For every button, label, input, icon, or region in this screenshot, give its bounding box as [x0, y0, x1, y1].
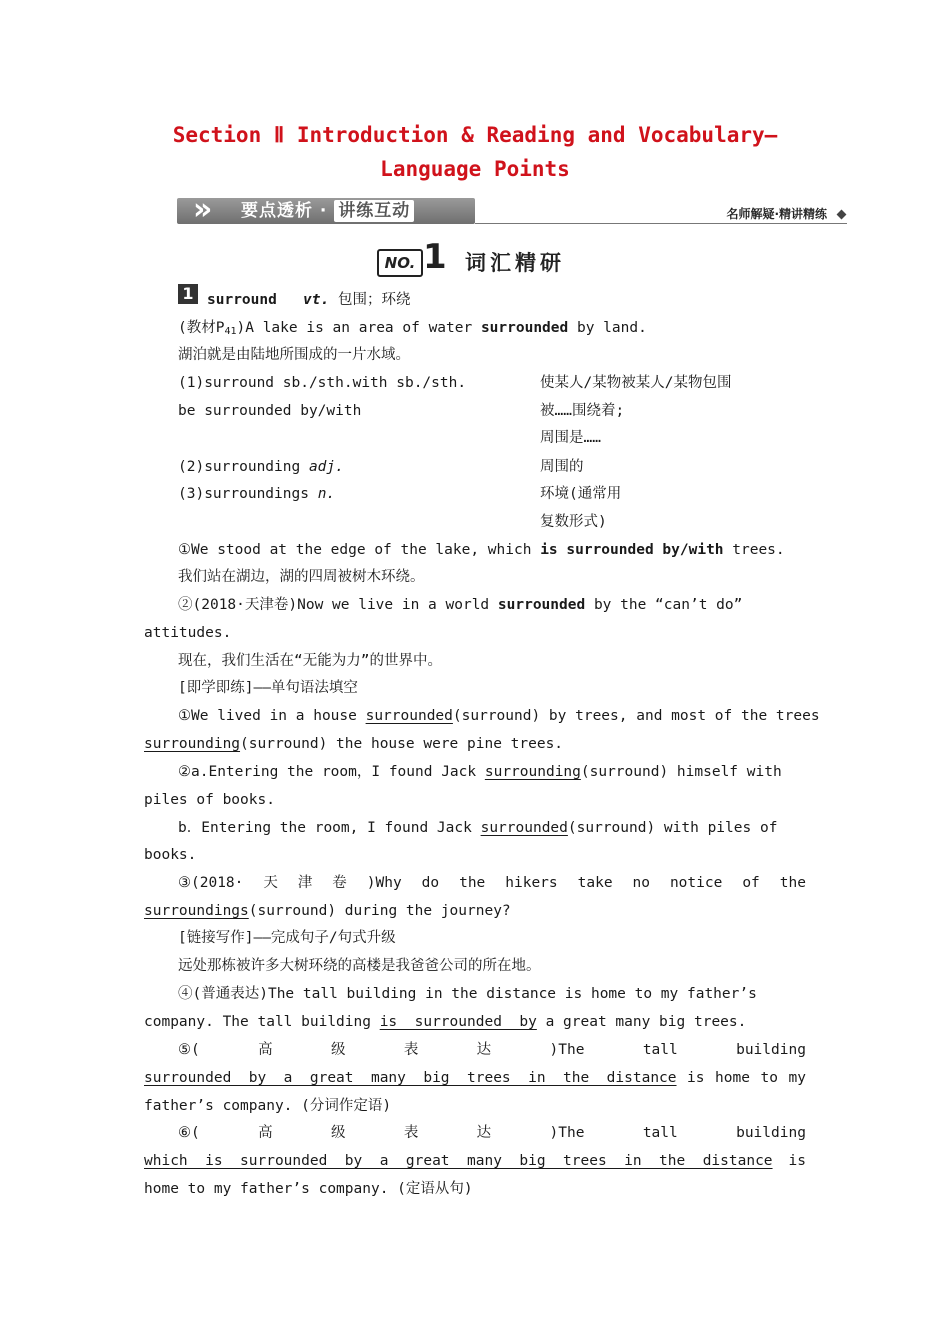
writing-5-word: home	[715, 1070, 750, 1086]
writing-5-word: my	[788, 1070, 806, 1086]
example-2	[178, 595, 742, 615]
practice-3-answer: surroundings	[144, 903, 249, 919]
writing-5-word: is	[687, 1070, 705, 1086]
usage-pos-n: n.	[317, 486, 336, 502]
usage-right-5: 环境(通常用	[540, 486, 622, 502]
writing-4-text: company. The tall building	[144, 1014, 380, 1030]
vocab-word: surround	[207, 292, 277, 308]
usage-left-1: (1)surround sb./sth.with sb./sth.	[178, 375, 467, 391]
practice-2a	[178, 762, 782, 782]
vocab-meaning: 包围；环绕	[337, 292, 411, 308]
page-title-line1: Section Ⅱ Introduction & Reading and Vocabulary—	[172, 123, 778, 147]
example-2-end: attitudes.	[144, 625, 232, 641]
writing-5-answer: surrounded by a great many big trees in the distance	[144, 1070, 677, 1086]
usage-right-3: 周围是……	[540, 430, 601, 446]
banner-dot: ·	[319, 201, 328, 221]
writing-4-answer: is surrounded by	[379, 1014, 537, 1030]
usage-right-1: 使某人/某物被某人/某物包围	[540, 375, 732, 391]
practice-1-mid: (surround) by trees, and most of the trees	[452, 708, 820, 724]
writing-4-end: a great many big trees.	[536, 1014, 747, 1030]
practice-2a-mid: (surround) himself with	[580, 764, 782, 780]
practice-2b	[178, 818, 777, 838]
practice-3-word: of	[742, 875, 760, 891]
source-sentence	[178, 318, 647, 342]
writing-6-word: is	[788, 1153, 806, 1169]
usage-word-surrounding: (2)surrounding	[178, 459, 309, 475]
practice-2b-end: books.	[144, 847, 197, 863]
example-1-translation: 我们站在湖边，湖的四周被树木环绕。	[178, 569, 425, 585]
section-title: 词汇精研	[465, 251, 565, 275]
writing-5-word: )The	[549, 1042, 585, 1058]
practice-3-word: take	[577, 875, 613, 891]
writing-6-word: 达	[476, 1125, 492, 1141]
practice-heading: [即学即练]——单句语法填空	[178, 680, 358, 696]
example-1	[178, 540, 785, 560]
writing-6-answer: which is surrounded by a great many big trees in the distance	[144, 1153, 773, 1169]
usage-word-surroundings: (3)surroundings	[178, 486, 318, 502]
practice-3-word: the	[459, 875, 486, 891]
section-banner	[177, 192, 847, 227]
writing-5-word: building	[736, 1042, 806, 1058]
example-2-text: ②(2018·天津卷)Now we live in a world	[178, 597, 498, 613]
no-label: NO.	[377, 249, 423, 277]
section-number: 1	[423, 237, 447, 277]
writing-6	[178, 1123, 806, 1143]
source-keyword: surrounded	[480, 320, 569, 336]
usage-right-4: 周围的	[540, 459, 584, 475]
writing-6-word: 级	[330, 1125, 346, 1141]
practice-3-word: ③(2018·	[178, 875, 244, 891]
practice-1-text: ①We lived in a house	[178, 708, 366, 724]
writing-5-word: tall	[642, 1042, 678, 1058]
usage-left-4	[178, 457, 344, 477]
practice-2b-mid: (surround) with piles of	[567, 820, 778, 836]
writing-5-word: 表	[403, 1042, 419, 1058]
practice-2b-text: b．Entering the room, I found Jack	[178, 820, 481, 836]
practice-3-word: hikers	[505, 875, 558, 891]
item-number-badge: 1	[178, 284, 198, 304]
source-page: 41	[224, 326, 237, 337]
practice-3-word: )Why	[366, 875, 402, 891]
writing-6-line2	[144, 1151, 806, 1171]
practice-3-end: (surround) during the journey?	[248, 903, 511, 919]
example-2-keyword: surrounded	[497, 597, 586, 613]
writing-6-word: 高	[258, 1125, 273, 1141]
page-title-line2: Language Points	[380, 157, 570, 181]
writing-5	[178, 1040, 806, 1060]
writing-4: ④(普通表达)The tall building in the distance is home to my father’s	[178, 986, 757, 1002]
practice-3-word: notice	[669, 875, 723, 891]
diamond-icon	[837, 210, 847, 220]
example-2-mid: by the “can’t do”	[585, 597, 743, 613]
writing-4-line2	[144, 1012, 746, 1032]
chevron-right-icon: »	[193, 192, 213, 227]
practice-1	[178, 706, 820, 726]
source-text: )A lake is an area of water	[236, 320, 481, 336]
practice-2a-text: ②a.Entering the room，I found Jack	[178, 764, 485, 780]
writing-5-word: 达	[476, 1042, 492, 1058]
practice-3	[178, 873, 806, 893]
writing-5-word: ⑤(	[178, 1042, 200, 1058]
writing-6-word: 表	[403, 1125, 419, 1141]
source-prefix: (教材P	[178, 320, 225, 336]
writing-heading: [链接写作]——完成句子/句式升级	[178, 930, 396, 946]
practice-2a-answer: surrounding	[484, 764, 581, 780]
writing-5-word: 级	[330, 1042, 346, 1058]
example-1-keyword: is surrounded by/with	[540, 542, 724, 558]
practice-3-word: 卷	[332, 875, 347, 891]
vocab-pos: vt.	[303, 292, 330, 308]
practice-1-end: (surround) the house were pine trees.	[240, 736, 564, 752]
practice-3-word: do	[421, 875, 440, 891]
banner-highlight: 讲练互动	[334, 200, 414, 222]
usage-right-6: 复数形式)	[540, 514, 607, 530]
example-1-end: trees.	[723, 542, 785, 558]
banner-rule	[475, 223, 847, 224]
practice-3-line2	[144, 901, 511, 921]
vocab-entry	[207, 290, 410, 310]
practice-3-word: 天	[263, 875, 278, 891]
practice-1-answer-1: surrounded	[365, 708, 453, 724]
usage-pos-adj: adj.	[308, 459, 344, 475]
example-2-translation: 现在，我们生活在“无能为力”的世界中。	[178, 653, 442, 669]
practice-2b-answer: surrounded	[480, 820, 568, 836]
source-end: by land.	[568, 320, 647, 336]
example-1-text: ①We stood at the edge of the lake, which	[178, 542, 541, 558]
practice-3-word: the	[779, 875, 806, 891]
practice-1-line2	[144, 734, 563, 754]
writing-5-word: to	[760, 1070, 778, 1086]
usage-left-2: be surrounded by/with	[178, 403, 362, 419]
practice-2a-end: piles of books.	[144, 792, 275, 808]
writing-chinese: 远处那栋被许多大树环绕的高楼是我爸爸公司的所在地。	[178, 958, 541, 974]
writing-6-word: )The	[549, 1125, 585, 1141]
writing-5-line2	[144, 1068, 806, 1088]
banner-right-text: 名师解疑·精讲精练	[726, 207, 827, 221]
practice-3-word: no	[632, 875, 650, 891]
banner-text	[241, 198, 414, 224]
writing-5-end: father’s company. (分词作定语)	[144, 1098, 392, 1114]
source-translation: 湖泊就是由陆地所围成的一片水域。	[178, 347, 410, 363]
writing-6-word: building	[736, 1125, 806, 1141]
practice-1-answer-2: surrounding	[144, 736, 241, 752]
writing-6-end: home to my father’s company. (定语从句)	[144, 1181, 473, 1197]
usage-right-2: 被……围绕着;	[540, 403, 625, 419]
writing-6-word: ⑥(	[178, 1125, 200, 1141]
usage-left-5	[178, 484, 335, 504]
banner-label: 要点透析	[241, 201, 313, 221]
writing-6-word: tall	[642, 1125, 678, 1141]
practice-3-word: 津	[297, 875, 313, 891]
writing-5-word: 高	[258, 1042, 273, 1058]
